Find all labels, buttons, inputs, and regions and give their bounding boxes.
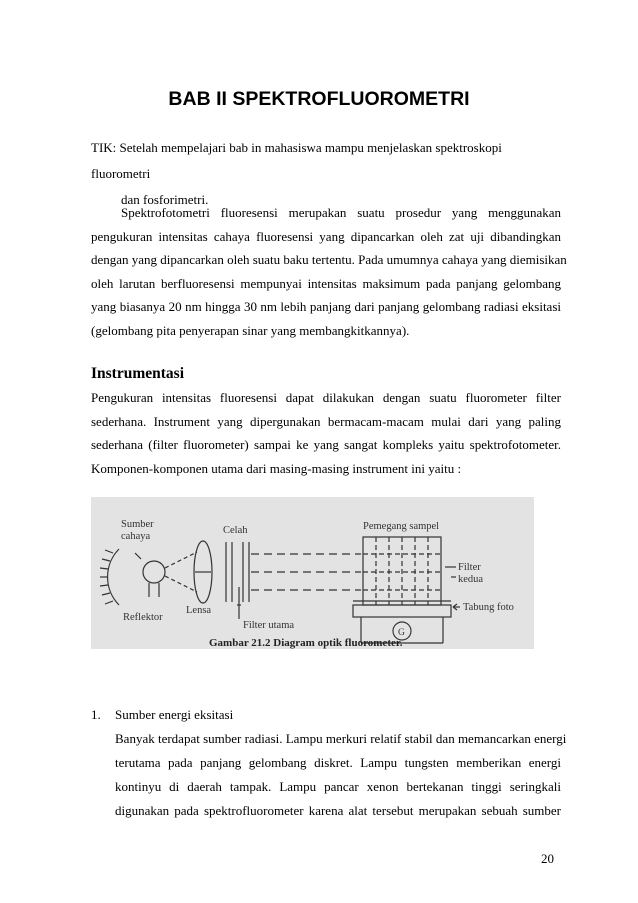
tik-line-2: dan fosforimetri. bbox=[121, 192, 209, 207]
label-tabung-foto: Tabung foto bbox=[463, 602, 514, 613]
label-filter-utama: Filter utama bbox=[243, 620, 295, 631]
reflector-ticks bbox=[100, 550, 113, 604]
optical-diagram bbox=[91, 497, 534, 649]
label-sumber: Sumber bbox=[121, 519, 154, 530]
fluorometer-diagram-figure bbox=[91, 497, 534, 649]
list-item-body bbox=[115, 727, 567, 823]
label-filter: Filter bbox=[458, 562, 481, 573]
section-heading: Instrumentasi bbox=[91, 365, 185, 382]
paragraph-line: oleh larutan berfluoresensi mempunyai intensitas maksimum pada panjang gelombang bbox=[91, 275, 561, 291]
paragraph-line: sederhana (filter fluorometer) sampai ke yang sangat kompleks yaitu spektrofotometer. bbox=[91, 437, 561, 452]
paragraph-line: Banyak terdapat sumber radiasi. Lampu merkuri relatif stabil dan memancarkan energi bbox=[115, 731, 567, 746]
paragraph-line: Spektrofotometri fluoresensi merupakan suatu prosedur yang menggunakan bbox=[121, 205, 561, 220]
label-reflektor: Reflektor bbox=[123, 612, 163, 623]
reflector-arc bbox=[108, 549, 119, 605]
paragraph-line: dengan yang dipancarkan oleh suatu baku tertentu. Pada umumnya cahaya yang diemisikan bbox=[91, 252, 567, 267]
paragraph-line: digunakan pada spektrofluorometer karena alat tersebut merupakan sebuah sumber bbox=[115, 803, 561, 818]
chapter-title: BAB II SPEKTROFLUOROMETRI bbox=[168, 88, 470, 110]
paragraph-line: terutama pada panjang gelombang diskret. Lampu tungsten memberikan energi bbox=[115, 755, 561, 770]
page-number: 20 bbox=[541, 851, 554, 866]
list-number: 1. bbox=[91, 707, 101, 722]
paragraph-line: Pengukuran intensitas fluoresensi dapat dilakukan dengan suatu fluorometer filter bbox=[91, 390, 561, 405]
paragraph-line: yang biasanya 20 nm hingga 30 nm lebih panjang dari panjang gelombang radiasi eksitasi bbox=[91, 299, 561, 314]
paragraph-line: Komponen-komponen utama dari masing-masing instrument ini yaitu : bbox=[91, 460, 462, 476]
label-kedua: kedua bbox=[458, 574, 484, 585]
intro-paragraph bbox=[91, 201, 567, 342]
paragraph-line: sederhana. Instrument yang dipergunakan bermacam-macam mulai dari yang paling bbox=[91, 413, 561, 429]
label-lensa: Lensa bbox=[186, 605, 212, 616]
lamp-source-icon bbox=[143, 561, 165, 583]
tik-line-1: TIK: Setelah mempelajari bab in mahasiswa mampu menjelaskan spektroskopi fluorometri bbox=[91, 140, 502, 181]
label-pemegang-sampel: Pemegang sampel bbox=[363, 521, 440, 532]
label-g: G bbox=[398, 628, 405, 638]
photo-tube-icon bbox=[353, 605, 451, 617]
light-path bbox=[251, 554, 361, 590]
paragraph-line: kontinyu di daerah tampak. Lampu pancar xenon bertekanan tinggi seringkali bbox=[115, 779, 561, 794]
label-celah: Celah bbox=[223, 525, 248, 536]
list-item-title: Sumber energi eksitasi bbox=[115, 707, 234, 722]
paragraph-line: pengukuran intensitas cahaya fluoresensi yang dipancarkan oleh zat uji dibandingkan bbox=[91, 228, 561, 244]
instrumentation-paragraph bbox=[91, 386, 561, 480]
figure-caption: Gambar 21.2 Diagram optik fluorometer. bbox=[209, 637, 403, 649]
label-cahaya: cahaya bbox=[121, 531, 151, 542]
paragraph-line: (gelombang pita penyerapan sinar yang membangkitkannya). bbox=[91, 322, 410, 338]
